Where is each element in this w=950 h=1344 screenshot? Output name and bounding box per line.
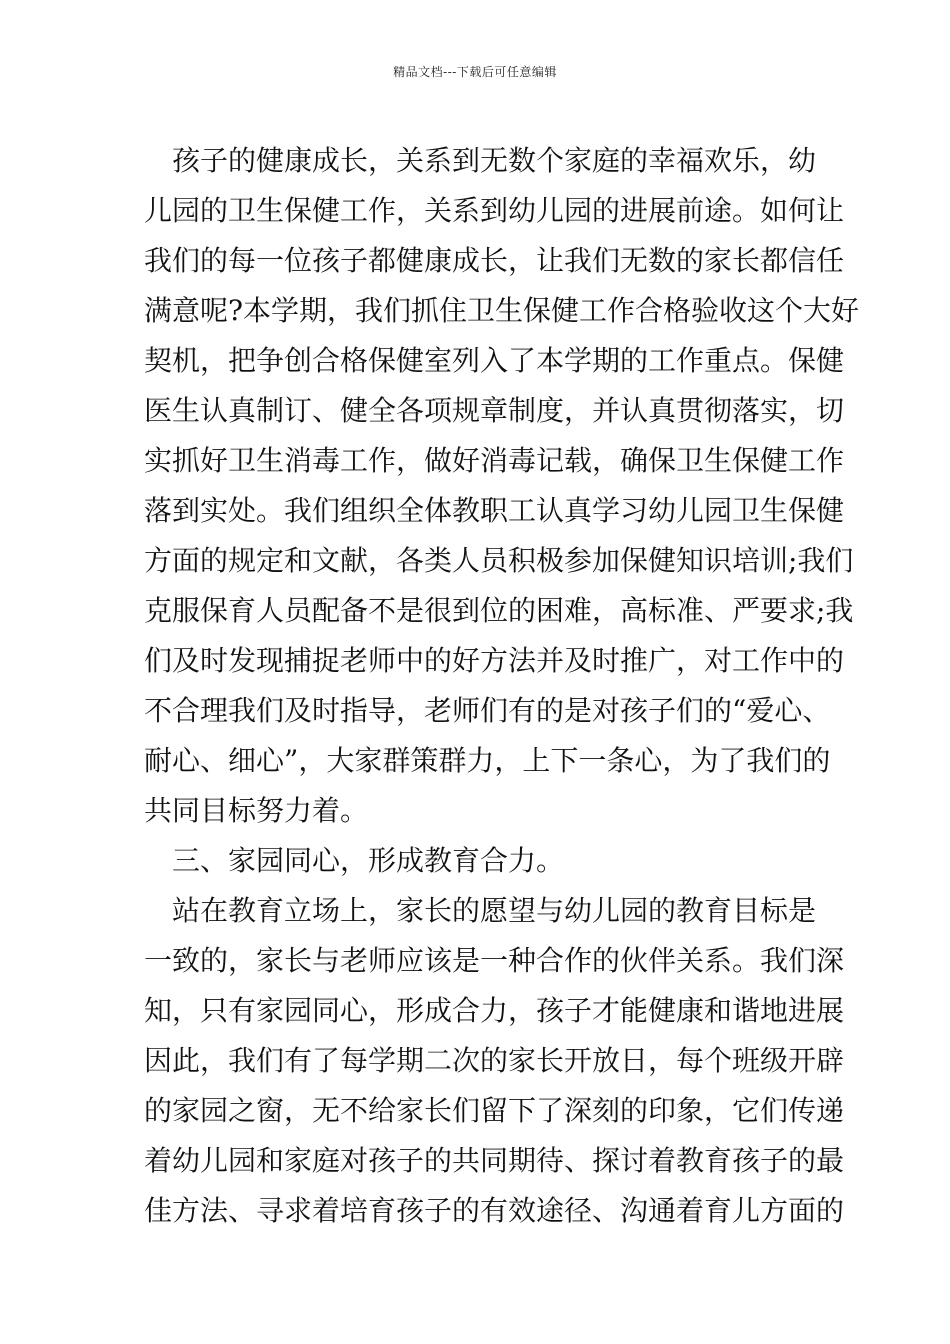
text-line: 满意呢?本学期，我们抓住卫生保健工作合格验收这个大好 <box>144 294 860 327</box>
text-line: 着幼儿园和家庭对孩子的共同期待、探讨着教育孩子的最 <box>144 1144 845 1177</box>
text-line: 我们的每一位孩子都健康成长，让我们无数的家长都信任 <box>144 244 845 277</box>
text-line: 站在教育立场上，家长的愿望与幼儿园的教育目标是 <box>144 894 817 927</box>
text-line: 方面的规定和文献，各类人员积极参加保健知识培训;我们 <box>144 544 854 577</box>
section-heading: 三、家园同心，形成教育合力。 <box>144 844 565 877</box>
text-line: 落到实处。我们组织全体教职工认真学习幼儿园卫生保健 <box>144 494 845 527</box>
document-body <box>144 136 860 1236</box>
text-line: 共同目标努力着。 <box>144 794 369 827</box>
page-header: 精品文档---下载后可任意编辑 <box>393 65 557 79</box>
text-line: 医生认真制订、健全各项规章制度，并认真贯彻落实，切 <box>144 394 845 427</box>
text-line: 佳方法、寻求着培育孩子的有效途径、沟通着育儿方面的 <box>144 1194 845 1227</box>
text-line: 的家园之窗，无不给家长们留下了深刻的印象，它们传递 <box>144 1094 845 1127</box>
text-line: 不合理我们及时指导，老师们有的是对孩子们的“爱心、 <box>144 694 831 727</box>
text-line: 克服保育人员配备不是很到位的困难，高标准、严要求;我 <box>144 594 854 627</box>
text-line: 因此，我们有了每学期二次的家长开放日，每个班级开辟 <box>144 1044 845 1077</box>
text-line: 孩子的健康成长，关系到无数个家庭的幸福欢乐，幼 <box>144 144 817 177</box>
text-line: 耐心、细心”，大家群策群力，上下一条心，为了我们的 <box>144 744 831 777</box>
text-line: 一致的，家长与老师应该是一种合作的伙伴关系。我们深 <box>144 944 845 977</box>
text-line: 儿园的卫生保健工作，关系到幼儿园的进展前途。如何让 <box>144 194 845 227</box>
text-line: 们及时发现捕捉老师中的好方法并及时推广，对工作中的 <box>144 644 845 677</box>
text-line: 实抓好卫生消毒工作，做好消毒记载，确保卫生保健工作 <box>144 444 845 477</box>
text-line: 知，只有家园同心，形成合力，孩子才能健康和谐地进展 <box>144 994 845 1027</box>
text-line: 契机，把争创合格保健室列入了本学期的工作重点。保健 <box>144 344 845 377</box>
